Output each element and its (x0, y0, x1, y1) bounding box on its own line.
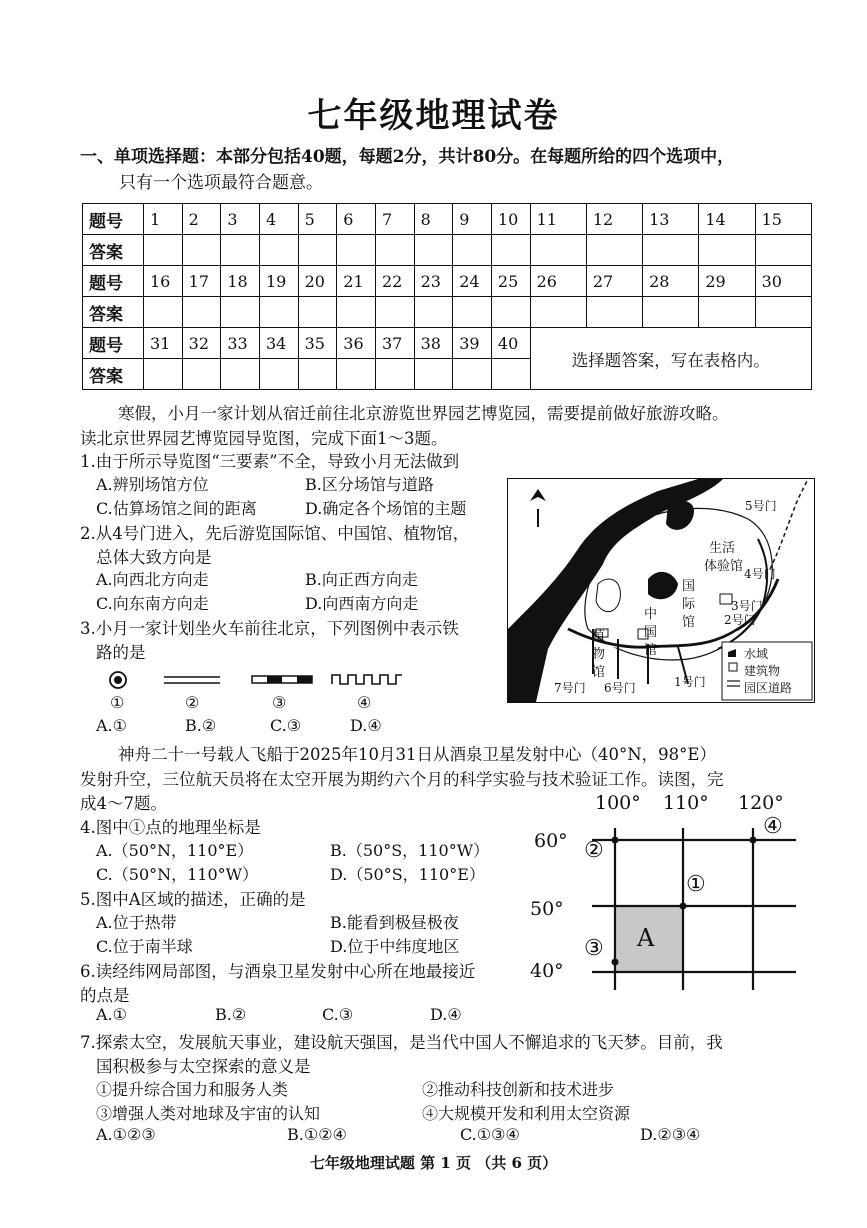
answer-cell[interactable] (755, 297, 811, 328)
q7-option-d[interactable]: D.②③④ (640, 1125, 701, 1144)
north-arrow-icon (530, 489, 546, 527)
lake-north (666, 501, 694, 530)
num-cell: 36 (337, 328, 376, 359)
answer-cell[interactable] (298, 297, 337, 328)
num-cell: 6 (337, 204, 376, 235)
num-cell: 4 (259, 204, 298, 235)
num-cell: 15 (755, 204, 811, 235)
num-cell: 17 (182, 266, 221, 297)
answer-cell[interactable] (586, 297, 642, 328)
legend-symbols (100, 668, 420, 692)
answer-cell[interactable] (453, 359, 492, 390)
num-label: 题号 (83, 204, 144, 235)
num-cell: 14 (699, 204, 755, 235)
passage1-line1: 寒假，小月一家计划从宿迁前往北京游览世界园艺博览园，需要提前做好旅游攻略。 (118, 404, 729, 423)
q1-option-d[interactable]: D.确定各个场馆的主题 (305, 499, 467, 518)
q1-option-c[interactable]: C.估算场馆之间的距离 (96, 499, 257, 518)
q2-option-c[interactable]: C.向东南方向走 (96, 594, 209, 613)
q5-option-b[interactable]: B.能看到极昼极夜 (330, 913, 459, 932)
q3-option-b[interactable]: B.② (185, 716, 217, 735)
lat-50: 50° (530, 898, 564, 920)
railway-symbol-icon (252, 676, 312, 683)
legend-water: 水域 (744, 647, 769, 661)
q6-stem-cont: 的点是 (80, 986, 130, 1005)
legend-label-2: ② (185, 693, 200, 712)
num-cell: 24 (453, 266, 492, 297)
num-cell: 2 (182, 204, 221, 235)
answer-cell[interactable] (699, 297, 755, 328)
section-heading-cont: 只有一个选项最符合题意。 (119, 173, 323, 193)
num-cell: 9 (453, 204, 492, 235)
answer-cell[interactable] (375, 235, 414, 266)
answer-table (82, 203, 812, 390)
passage2-line1: 神舟二十一号载人飞船于2025年10月31日从酒泉卫星发射中心（40°N，98°E） (118, 745, 716, 764)
num-cell: 8 (414, 204, 453, 235)
table-note: 选择题答案，写在表格内。 (530, 328, 811, 390)
hall-china-3: 馆 (644, 643, 658, 658)
gate-1-label: 1号门 (674, 675, 706, 689)
answer-cell[interactable] (530, 235, 586, 266)
lat-lon-grid (520, 790, 810, 1000)
num-cell: 5 (298, 204, 337, 235)
table-row (83, 328, 812, 359)
q5-stem: 5.图中A区域的描述，正确的是 (80, 890, 306, 909)
q6-option-c[interactable]: C.③ (322, 1005, 354, 1024)
answer-cell[interactable] (414, 235, 453, 266)
gate-7-label: 7号门 (554, 681, 586, 695)
num-label: 题号 (83, 266, 144, 297)
area-a-label: A (637, 924, 655, 952)
q4-option-d[interactable]: D.（50°S，110°E） (330, 865, 485, 884)
answer-cell[interactable] (453, 297, 492, 328)
hall-china-1: 中 (644, 607, 658, 622)
gate-4-label: 4号门 (744, 567, 776, 581)
answer-cell[interactable] (259, 235, 298, 266)
passage2-line2: 发射升空，三位航天员将在太空开展为期约六个月的科学实验与技术验证工作。读图，完 (80, 770, 724, 789)
num-cell: 28 (643, 266, 699, 297)
num-cell: 40 (491, 328, 530, 359)
num-cell: 11 (530, 204, 586, 235)
answer-cell[interactable] (221, 359, 260, 390)
answer-cell[interactable] (259, 297, 298, 328)
answer-cell[interactable] (414, 359, 453, 390)
page-footer: 七年级地理试题 第 1 页 （共 6 页） (309, 1154, 558, 1172)
wall-symbol-icon (332, 675, 402, 684)
q5-option-c[interactable]: C.位于南半球 (96, 937, 193, 956)
num-cell: 39 (453, 328, 492, 359)
num-cell: 26 (530, 266, 586, 297)
num-cell: 20 (298, 266, 337, 297)
q7-statement-4: ④大规模开发和利用太空资源 (422, 1104, 631, 1123)
answer-cell[interactable] (337, 359, 376, 390)
q3-option-d[interactable]: D.④ (350, 716, 382, 735)
q6-option-b[interactable]: B.② (215, 1005, 247, 1024)
passage1-line2: 读北京世界园艺博览园导览图，完成下面1～3题。 (80, 429, 448, 448)
num-cell: 19 (259, 266, 298, 297)
passage2-line3: 成4～7题。 (80, 794, 167, 813)
answer-cell[interactable] (221, 297, 260, 328)
garden-map (507, 478, 815, 703)
q2-option-b[interactable]: B.向正西方向走 (305, 570, 418, 589)
gate-2-label: 2号门 (724, 613, 756, 627)
table-row (83, 204, 812, 235)
q3-stem: 3.小月一家计划坐火车前往北京，下列图例中表示铁 (80, 619, 459, 638)
answer-cell[interactable] (144, 297, 183, 328)
point-2: ② (584, 838, 604, 863)
answer-cell[interactable] (182, 235, 221, 266)
point-1: ① (686, 872, 706, 897)
q1-stem: 1.由于所示导览图“三要素”不全，导致小月无法做到 (80, 452, 460, 471)
q3-stem-cont: 路的是 (96, 643, 146, 662)
gate-5-label: 5号门 (745, 499, 777, 513)
double-line-icon (164, 677, 220, 683)
q6-option-a[interactable]: A.① (96, 1005, 127, 1024)
q6-option-d[interactable]: D.④ (430, 1005, 462, 1024)
answer-cell[interactable] (491, 235, 530, 266)
page-title: 七年级地理试卷 (307, 96, 560, 136)
answer-cell[interactable] (491, 297, 530, 328)
legend-building: 建筑物 (744, 664, 781, 678)
num-cell: 38 (414, 328, 453, 359)
q7-stem: 7.探索太空，发展航天事业，建设航天强国，是当代中国人不懈追求的飞天梦。目前，我 (80, 1033, 723, 1052)
q5-option-a[interactable]: A.位于热带 (96, 913, 177, 932)
q1-option-b[interactable]: B.区分场馆与道路 (305, 475, 434, 494)
legend-label-4: ④ (357, 693, 372, 712)
num-cell: 10 (491, 204, 530, 235)
lon-120: 120° (738, 792, 784, 814)
q2-stem-cont: 总体大致方向是 (96, 548, 212, 567)
answer-cell[interactable] (643, 297, 699, 328)
num-cell: 32 (182, 328, 221, 359)
q2-stem: 2.从4号门进入，先后游览国际馆、中国馆、植物馆， (80, 524, 470, 543)
answer-cell[interactable] (337, 235, 376, 266)
answer-cell[interactable] (375, 297, 414, 328)
num-cell: 30 (755, 266, 811, 297)
answer-cell[interactable] (259, 359, 298, 390)
answer-cell[interactable] (699, 235, 755, 266)
hall-intl-3: 馆 (682, 615, 696, 630)
num-cell: 3 (221, 204, 260, 235)
q7-statement-1: ①提升综合国力和服务人类 (96, 1080, 289, 1099)
hall-plant-3: 馆 (592, 665, 606, 680)
answer-cell[interactable] (755, 235, 811, 266)
ans-label: 答案 (83, 235, 144, 266)
num-cell: 25 (491, 266, 530, 297)
table-row (83, 235, 812, 266)
q7-option-c[interactable]: C.①③④ (460, 1125, 520, 1144)
num-cell: 35 (298, 328, 337, 359)
gate-6-label: 6号门 (604, 681, 636, 695)
answer-cell[interactable] (298, 235, 337, 266)
num-label: 题号 (83, 328, 144, 359)
q2-option-d[interactable]: D.向西南方向走 (305, 594, 419, 613)
answer-cell[interactable] (144, 359, 183, 390)
hall-life-1: 生活 (709, 541, 736, 556)
legend-label-1: ① (110, 693, 125, 712)
q4-option-c[interactable]: C.（50°N，110°W） (96, 865, 259, 884)
hall-intl-1: 国 (682, 579, 696, 594)
table-row (83, 297, 812, 328)
answer-cell[interactable] (491, 359, 530, 390)
q5-option-d[interactable]: D.位于中纬度地区 (330, 937, 460, 956)
num-cell: 16 (144, 266, 183, 297)
q7-option-a[interactable]: A.①②③ (96, 1125, 156, 1144)
answer-cell[interactable] (337, 297, 376, 328)
num-cell: 33 (221, 328, 260, 359)
num-cell: 34 (259, 328, 298, 359)
q3-option-a[interactable]: A.① (96, 716, 127, 735)
answer-cell[interactable] (530, 297, 586, 328)
section-heading: 一、单项选择题：本部分包括40题，每题2分，共计80分。在每题所给的四个选项中， (80, 147, 735, 167)
lon-100: 100° (595, 792, 641, 814)
table-row (83, 266, 812, 297)
lat-40: 40° (530, 960, 564, 982)
point-3: ③ (584, 936, 604, 961)
q1-option-a[interactable]: A.辨别场馆方位 (96, 475, 209, 494)
q4-option-b[interactable]: B.（50°S，110°W） (330, 841, 490, 860)
num-cell: 22 (375, 266, 414, 297)
num-cell: 7 (375, 204, 414, 235)
hall-life-2: 体验馆 (704, 559, 744, 574)
answer-cell[interactable] (375, 359, 414, 390)
answer-cell[interactable] (182, 359, 221, 390)
answer-cell[interactable] (182, 297, 221, 328)
q7-statement-3: ③增强人类对地球及宇宙的认知 (96, 1104, 321, 1123)
q7-stem-cont: 国积极参与太空探索的意义是 (96, 1057, 311, 1076)
q2-option-a[interactable]: A.向西北方向走 (96, 570, 209, 589)
q4-stem: 4.图中①点的地理坐标是 (80, 818, 261, 837)
answer-cell[interactable] (453, 235, 492, 266)
point-4: ④ (763, 814, 783, 839)
q7-statement-2: ②推动科技创新和技术进步 (422, 1080, 615, 1099)
lat-60: 60° (534, 830, 568, 852)
hall-plant-1: 植 (592, 629, 606, 644)
num-cell: 1 (144, 204, 183, 235)
num-cell: 18 (221, 266, 260, 297)
q3-option-c[interactable]: C.③ (270, 716, 302, 735)
num-cell: 13 (643, 204, 699, 235)
num-cell: 31 (144, 328, 183, 359)
lake-center (648, 572, 678, 599)
num-cell: 37 (375, 328, 414, 359)
answer-cell[interactable] (221, 235, 260, 266)
hall-plant-2: 物 (592, 647, 606, 662)
num-cell: 21 (337, 266, 376, 297)
q4-option-a[interactable]: A.（50°N，110°E） (96, 841, 254, 860)
hall-china-2: 国 (644, 625, 658, 640)
legend-road: 园区道路 (744, 681, 793, 695)
hall-intl-2: 际 (682, 597, 696, 612)
answer-cell[interactable] (586, 235, 642, 266)
gate-3-label: 3号门 (731, 599, 763, 613)
answer-cell[interactable] (414, 297, 453, 328)
capital-symbol-icon (110, 672, 126, 688)
answer-cell[interactable] (298, 359, 337, 390)
num-cell: 12 (586, 204, 642, 235)
legend-label-3: ③ (272, 693, 287, 712)
ans-label: 答案 (83, 359, 144, 390)
lon-110: 110° (663, 792, 709, 814)
num-cell: 29 (699, 266, 755, 297)
num-cell: 23 (414, 266, 453, 297)
num-cell: 27 (586, 266, 642, 297)
q6-stem: 6.读经纬网局部图，与酒泉卫星发射中心所在地最接近 (80, 962, 476, 981)
answer-cell[interactable] (144, 235, 183, 266)
q7-option-b[interactable]: B.①②④ (287, 1125, 347, 1144)
answer-cell[interactable] (643, 235, 699, 266)
ans-label: 答案 (83, 297, 144, 328)
